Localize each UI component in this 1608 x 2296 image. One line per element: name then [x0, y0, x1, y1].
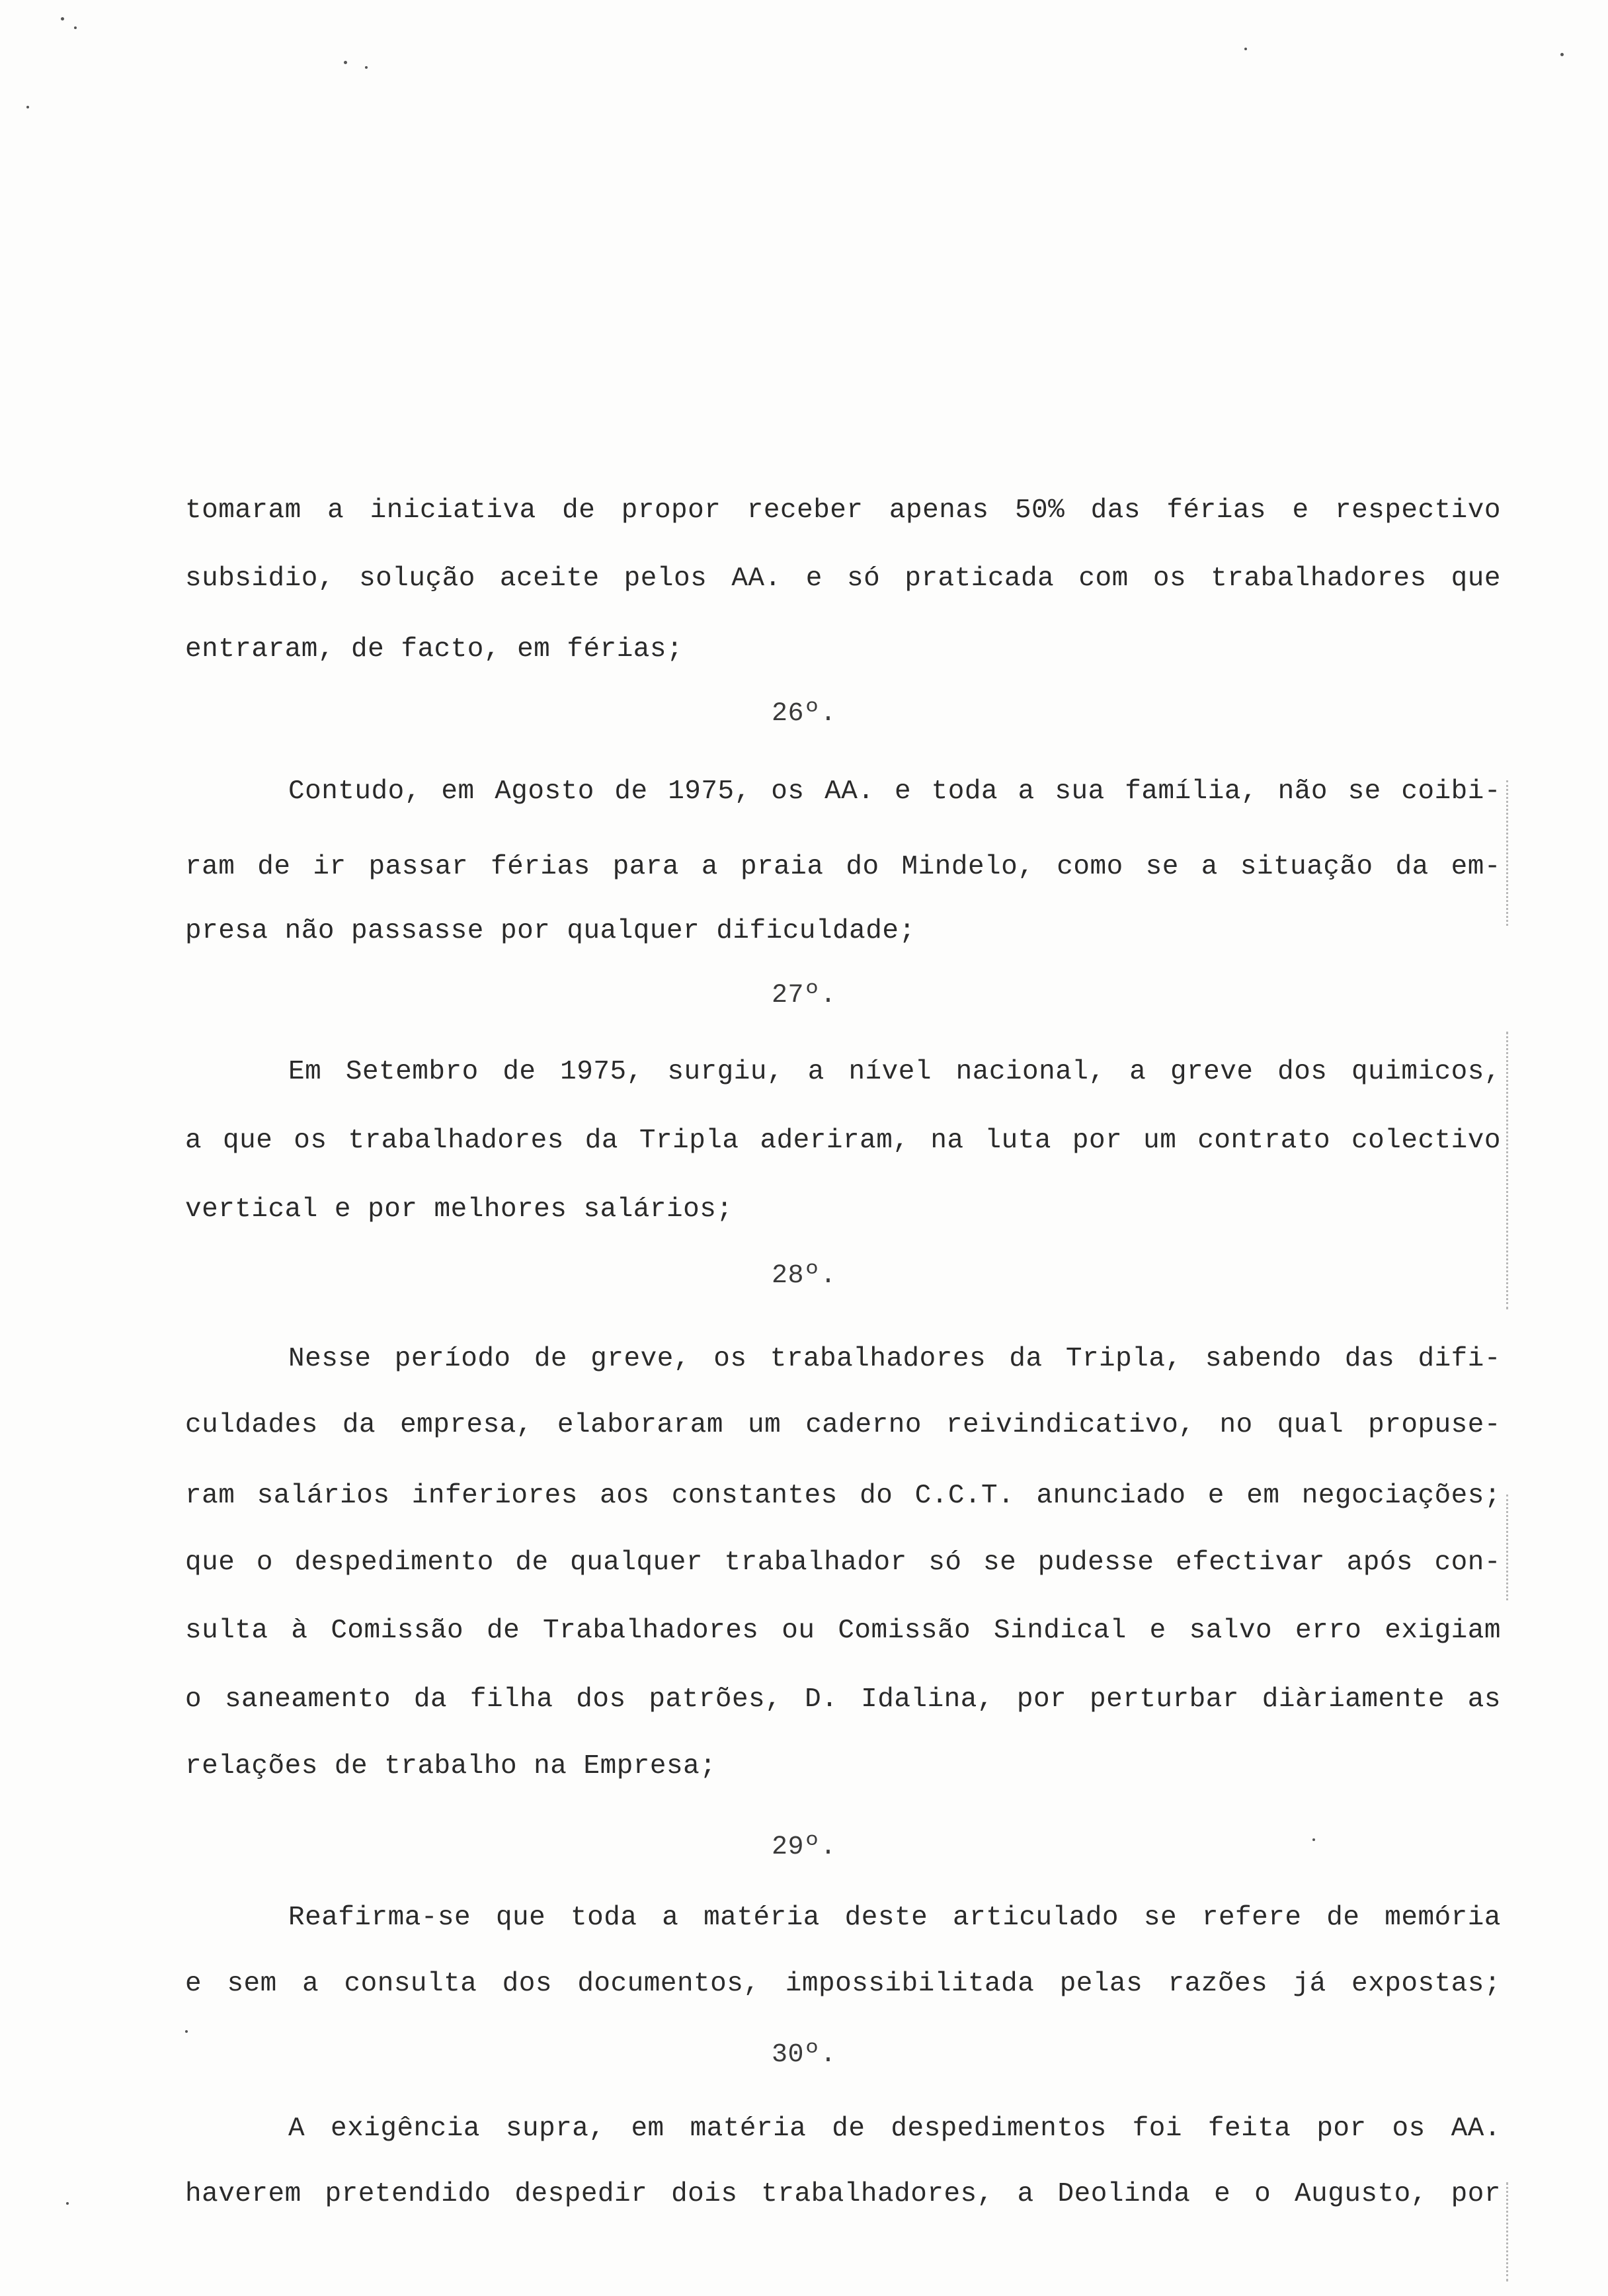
text-line: presa não passasse por qualquer dificuldade; — [185, 916, 916, 946]
scan-edge-dots — [1506, 1495, 1510, 1600]
article-number: 27º. — [771, 981, 836, 1010]
text-line: que o despedimento de qualquer trabalhador só se pudesse efectivar após con- — [185, 1547, 1501, 1578]
text-line: Reafirma-se que toda a matéria deste articulado se refere de memória — [288, 1903, 1501, 1933]
scan-speck — [74, 26, 77, 29]
text-line: entraram, de facto, em férias; — [185, 634, 684, 665]
text-line: A exigência supra, em matéria de despedimentos foi feita por os AA. — [288, 2113, 1501, 2144]
text-line: culdades da empresa, elaboraram um caderno reivindicativo, no qual propuse- — [185, 1410, 1501, 1440]
scan-speck — [1244, 48, 1247, 50]
article-number: 28º. — [771, 1261, 836, 1291]
text-line: haverem pretendido despedir dois trabalhadores, a Deolinda e o Augusto, por — [185, 2179, 1501, 2209]
scan-edge-dots — [1506, 2182, 1510, 2281]
scan-speck — [26, 106, 29, 108]
text-line: subsidio, solução aceite pelos AA. e só praticada com os trabalhadores que — [185, 563, 1501, 594]
article-number: 29º. — [771, 1832, 836, 1862]
text-line: relações de trabalho na Empresa; — [185, 1751, 717, 1782]
text-line: tomaram a iniciativa de propor receber apenas 50% das férias e respectivo — [185, 495, 1501, 526]
text-line: Nesse período de greve, os trabalhadores da Tripla, sabendo das difi- — [288, 1344, 1501, 1374]
scan-speck — [344, 61, 347, 64]
text-line: ram de ir passar férias para a praia do Mindelo, como se a situação da em- — [185, 852, 1501, 882]
text-line: ram salários inferiores aos constantes do C.C.T. anunciado e em negociações; — [185, 1481, 1501, 1511]
scan-speck — [365, 66, 368, 69]
text-line: o saneamento da filha dos patrões, D. Idalina, por perturbar diàriamente as — [185, 1684, 1501, 1715]
text-line: Contudo, em Agosto de 1975, os AA. e toda a sua família, não se coibi- — [288, 776, 1501, 807]
article-number: 30º. — [771, 2040, 836, 2070]
scan-speck — [1560, 53, 1564, 56]
text-line: a que os trabalhadores da Tripla aderiram, na luta por um contrato colectivo — [185, 1126, 1501, 1156]
text-line: vertical e por melhores salários; — [185, 1194, 733, 1225]
scan-speck — [61, 17, 64, 20]
text-line: Em Setembro de 1975, surgiu, a nível nacional, a greve dos quimicos, — [288, 1057, 1501, 1087]
scan-speck — [185, 2030, 188, 2033]
scan-speck — [66, 2202, 69, 2205]
scan-edge-dots — [1506, 780, 1510, 926]
text-line: sulta à Comissão de Trabalhadores ou Comissão Sindical e salvo erro exigiam — [185, 1616, 1501, 1646]
text-line: e sem a consulta dos documentos, impossibilitada pelas razões já expostas; — [185, 1969, 1501, 1999]
article-number: 26º. — [771, 699, 836, 729]
